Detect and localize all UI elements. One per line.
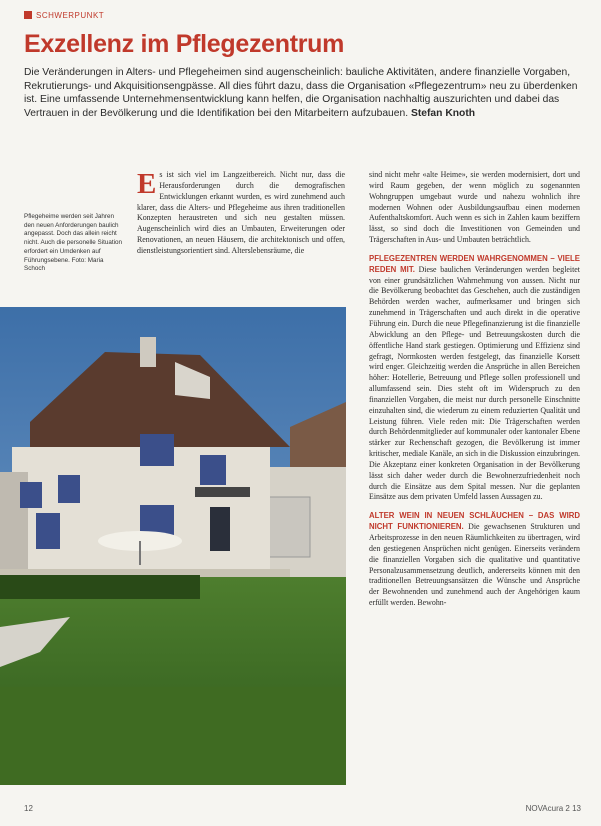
section-marker-icon: [24, 11, 32, 19]
caption-text: Pflegeheime werden seit Jahren den neuen Anforderungen baulich angepasst. Doch das allein reicht nicht. Auch die personelle Situation erfordert ein Umdenken auf Führungsebene.: [24, 213, 123, 264]
magazine-footer: NOVAcura 2 13: [525, 804, 581, 813]
article-lead: [24, 66, 584, 120]
lead-text: Die Veränderungen in Alters- und Pflegeheimen sind augenscheinlich: bauliche Aktivitäten, andere finanzielle Vorgaben, Rekrutierungs- und Akquisitionsengpässe. All dies führt dazu, dass die Organisation «Pflegezentrum» neu zu überdenken ist. Eine umfassende Unternehmensentwicklung kann helfen, die Organisation nachhaltig auszurichten und dabei das Vertrauen in der Bevölkerung und die Identifikation bei den Mitarbeitern aufzubauen.: [24, 67, 578, 119]
column-1-text: s ist sich viel im Langzeitbereich. Nicht nur, dass die Herausforderungen durch die demografischen Entwicklungen erkannt wurden, es wird zunehmend auch klarer, dass die Alters- und Pflegeheime aus ihren traditionellen Konzepten heraustreten und sich neu gestalten müssen. Augenscheinlich wird dies an Umbauten, Erweiterungen oder Renovationen, an neuen Häusern, die architektonisch und offen, dienstleistungsorientiert sind. Alterslebensräume, die: [137, 170, 345, 255]
column-2-text-1: sind nicht mehr «alte Heime», sie werden modernisiert, dort und wird Raum gegeben, der wenn möglich zu sogenannten Wohngruppen umgebaut wurde und nahezu wohnlich ihre modernen Wohnen oder Ausbildungsaufbau einen modernen Aufenthaltskomfort. Auch wenn es sich in Zahlen kaum beziffern lässt, so sind doch die Investitionen von Gemeinden und Trägerschaften in Aus- und Umbauten beträchtlich.: [369, 170, 580, 245]
photo-caption: [24, 213, 124, 274]
column-2-text-2: Diese baulichen Veränderungen werden begleitet von einer grundsätzlichen Wahrnehmung von aussen. Nicht nur die Bevölkerung beobachtet das Geschehen, auch die zuständigen Behörden werden wacher, aufmerksamer und bringen sich zunehmend in Trägerschaften und auch direkt in die operative Führung ein. Durch die neue Pflegefinanzierung ist die finanzielle Abwicklung an den Pflege- und Betreuungskosten durch die öffentliche Hand stark gestiegen. Optimierung und Effizienz sind gefragt, Normkosten werden festgelegt, das finanzielle Korsett wird enger. Gleichzeitig werden die Ansprüche in allen Bereichen höher: Hotellerie, Betreuung und Pflege sollen professionell und allumfassend sein. Dies steht oft im Widerspruch zu den finanziellen Vorgaben, die meist nur durch personelle Einschnitte einzuhalten sind, die wiederum zu einem reduzierten Qualität und Leistung führen. Viele reden mit: Die Trägerschaften werden durch Behördenmitglieder auf kommunaler oder kantonaler Ebene stärker zur Rechenschaft gezogen, die Bevölkerung ist immer kritischer, mediale Kanäle, an sich in die Diskussion einzubringen. Die Akzeptanz einer konkreten Organisation in der Bevölkerung lässt sich daher weder durch die Bewohnerzufriedenheit noch durch die Einsätze aus dem Spital messen. Nur die geplanten Einsätze aus dem privaten Umfeld lassen Aussagen zu.: [369, 264, 580, 502]
drop-cap: E: [137, 168, 157, 200]
article-title: Exzellenz im Pflegezentrum: [24, 30, 345, 58]
section-label: SCHWERPUNKT: [36, 11, 105, 20]
author-name: Stefan Knoth: [410, 107, 476, 119]
nursing-home-photo: [0, 307, 346, 785]
subheading-2: ALTER WEIN IN NEUEN SCHLÄUCHEN – DAS WIRD NICHT FUNKTIONIEREN.: [369, 511, 580, 532]
column-2-text-3: Die gewachsenen Strukturen und Arbeitsprozesse in den neuen Räumlichkeiten zu übertragen, wird den gestiegenen Ansprüchen nicht genügen. Einerseits verändern die finanziellen Vorgaben sich die qualitative und quantitative Personalzusammensetzung deutlich, andererseits können mit den traditionellen Betreuungsansätzen die Wünsche und Ansprüche der Bewohnenden und zunehmend auch der Angehörigen kaum erfüllt werden. Bewohn-: [369, 522, 580, 608]
nursing-home-illustration: [0, 307, 346, 785]
page-number: 12: [24, 804, 33, 813]
subheading-1: PFLEGEZENTREN WERDEN WAHRGENOMMEN – VIELE REDEN MIT.: [369, 253, 580, 274]
photo-credit: Foto: Maria Schoch: [24, 256, 104, 273]
section-kicker: [24, 11, 104, 20]
article-column-2: [369, 170, 580, 609]
article-column-1: [137, 170, 345, 257]
